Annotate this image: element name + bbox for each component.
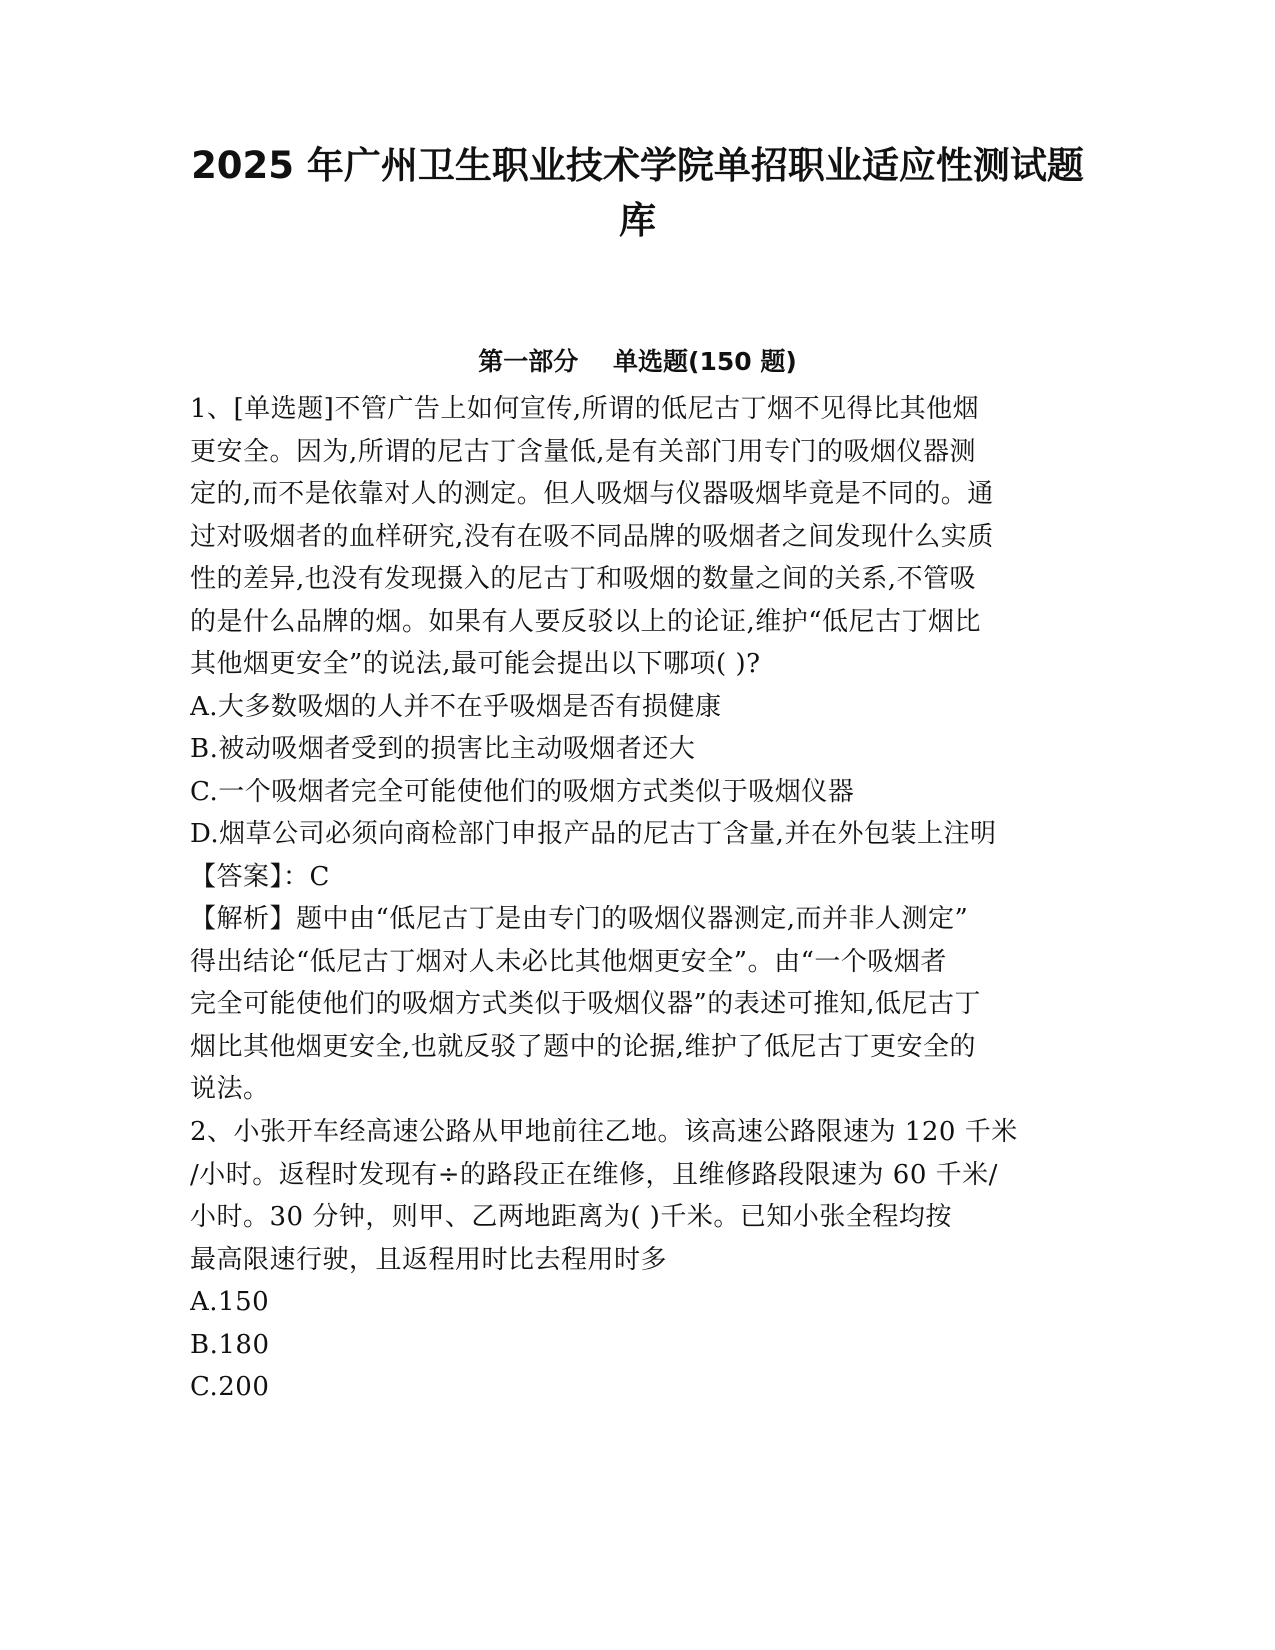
question-stem-line: /小时。返程时发现有÷的路段正在维修，且维修路段限速为 60 千米/ — [190, 1159, 998, 1190]
analysis-line: 得出结论“低尼古丁烟对人未必比其他烟更安全”。由“一个吸烟者 — [190, 946, 947, 977]
question-stem-line: 其他烟更安全”的说法,最可能会提出以下哪项( )? — [190, 649, 761, 679]
option-a: A.大多数吸烟的人并不在乎吸烟是否有损健康 — [190, 691, 722, 722]
question-stem-line: 性的差异,也没有发现摄入的尼古丁和吸烟的数量之间的关系,不管吸 — [190, 564, 977, 594]
question-stem-line: 2、小张开车经高速公路从甲地前往乙地。该高速公路限速为 120 千米 — [190, 1117, 1018, 1147]
analysis-line: 烟比其他烟更安全,也就反驳了题中的论据,维护了低尼古丁更安全的 — [190, 1031, 977, 1062]
question-stem-line: 更安全。因为,所谓的尼古丁含量低,是有关部门用专门的吸烟仪器测 — [190, 436, 977, 467]
section-heading: 第一部分 单选题(150 题) — [478, 347, 797, 376]
question-1 — [190, 388, 1085, 1111]
option-c: C.一个吸烟者完全可能使他们的吸烟方式类似于吸烟仪器 — [190, 776, 855, 807]
question-stem-line: 定的,而不是依靠对人的测定。但人吸烟与仪器吸烟毕竟是不同的。通 — [190, 479, 994, 509]
document-title-line-2: 库 — [619, 199, 656, 242]
option-d: D.烟草公司必须向商检部门申报产品的尼古丁含量,并在外包装上注明 — [190, 819, 997, 849]
question-2 — [190, 1111, 1085, 1409]
option-c: C.200 — [190, 1372, 270, 1402]
question-stem-line: 小时。30 分钟，则甲、乙两地距离为( )千米。已知小张全程均按 — [190, 1202, 952, 1232]
analysis-line: 【解析】题中由“低尼古丁是由专门的吸烟仪器测定,而并非人测定” — [190, 904, 969, 934]
answer-line: 【答案】：C — [190, 861, 330, 892]
question-stem-line: 过对吸烟者的血样研究,没有在吸不同品牌的吸烟者之间发现什么实质 — [190, 521, 994, 552]
question-stem-line: 的是什么品牌的烟。如果有人要反驳以上的论证,维护“低尼古丁烟比 — [190, 606, 982, 637]
question-stem-line: 1、[单选题]不管广告上如何宣传,所谓的低尼古丁烟不见得比其他烟 — [190, 394, 980, 424]
document-title-line-1: 2025 年广州卫生职业技术学院单招职业适应性测试题 — [191, 144, 1084, 187]
option-b: B.被动吸烟者受到的损害比主动吸烟者还大 — [190, 734, 696, 764]
question-stem-line: 最高限速行驶，且返程用时比去程用时多 — [190, 1244, 668, 1275]
analysis-line: 说法。 — [190, 1074, 270, 1104]
analysis-line: 完全可能使他们的吸烟方式类似于吸烟仪器”的表述可推知,低尼古丁 — [190, 989, 982, 1019]
option-a: A.150 — [190, 1287, 270, 1317]
option-b: B.180 — [190, 1329, 270, 1360]
